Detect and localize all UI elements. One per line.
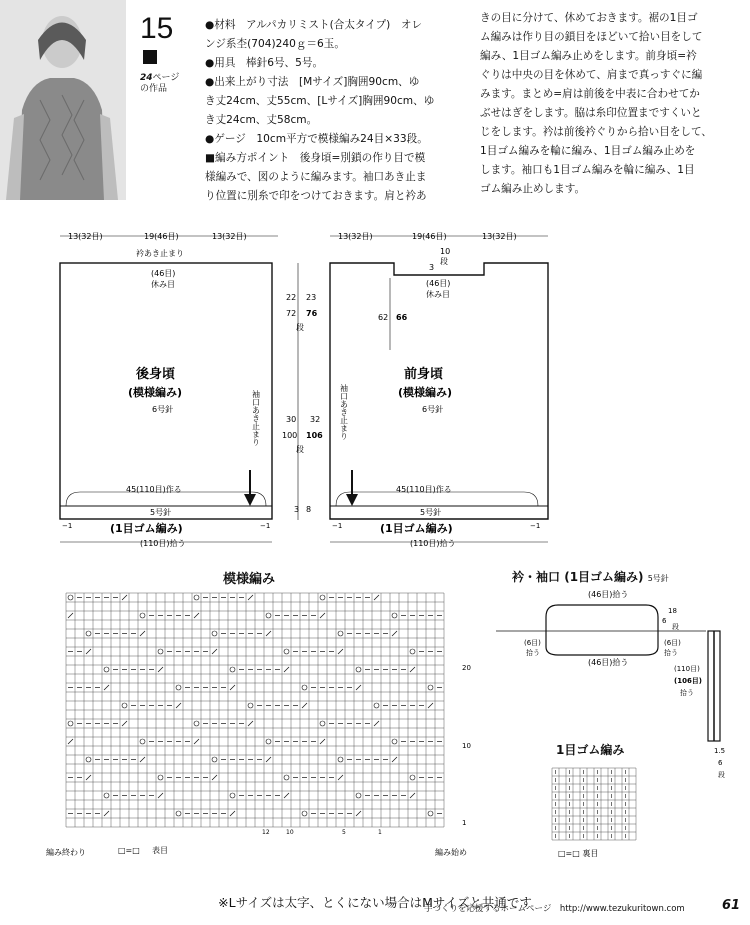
page-ref-number: 24 [140, 73, 153, 83]
collar-right2-label: 拾う [664, 649, 678, 657]
back-top-mid-label: 19(46目) [144, 232, 179, 241]
text-line: ●用具 棒針6号、5号。 [205, 57, 324, 69]
back-rib-label: (1目ゴム編み) [110, 522, 183, 535]
chart-col-12: 12 [262, 829, 270, 836]
front-neck-3: 3 [429, 263, 435, 272]
page-ref-sub: の作品 [140, 84, 168, 94]
text-line: します。袖口も1目ゴム編みを輪に編み、1目 [480, 164, 695, 176]
rib-chart [548, 766, 648, 866]
armband-6: 6 [718, 759, 723, 767]
text-line: ぶせはぎをします。脇は糸印位置まですくいと [480, 107, 702, 119]
back-h5: 段 [296, 323, 304, 332]
rib-legend: □=□ 裏目 [558, 849, 599, 858]
back-h7: 32 [310, 415, 321, 424]
armband-l2: (106目) [674, 677, 703, 685]
armband-dan: 段 [718, 771, 725, 779]
collar-r6: 6 [662, 617, 667, 625]
back-r1: 3 [294, 505, 300, 514]
text-line: ●材料 アルパカリミスト(合太タイプ) オレ [205, 19, 423, 31]
pattern-chart [40, 585, 480, 885]
chart-end-label: 編み終わり [46, 848, 86, 857]
collar-top-label: (46目)拾う [588, 590, 629, 599]
back-subtitle: (模様編み) [128, 386, 183, 399]
schematics [0, 220, 750, 560]
page-ref-text: ページ [152, 73, 180, 83]
back-rest-label: (46目) [151, 269, 176, 278]
text-line: ム編みは作り目の鎖目をほどいて拾い目をして [480, 31, 703, 43]
back-neck-stop-label: 衿あき止まり [136, 249, 184, 258]
chart-row-10: 10 [462, 742, 471, 750]
front-rib-needle: 5号針 [420, 508, 442, 517]
back-minus1-right: −1 [260, 522, 271, 530]
footer-credit: 手づくりを応援するホームページ http://www.tezukuritown.com [424, 904, 685, 914]
text-line: 様編みで、図のように編みます。袖口あき止ま [205, 171, 427, 183]
front-subtitle: (模様編み) [398, 386, 453, 399]
page-reference [140, 73, 179, 95]
back-h8: 100 [282, 431, 298, 440]
collar-title: 衿・袖口 [512, 570, 561, 584]
page-number: 61 [722, 898, 741, 913]
collar-needle: 5号針 [647, 574, 669, 583]
back-h10: 段 [296, 445, 304, 454]
back-rib-needle: 5号針 [150, 508, 172, 517]
front-armhole-label: 袖口あき止まり [339, 384, 349, 440]
armband-15: 1.5 [714, 747, 726, 755]
pattern-number: 15 [140, 12, 174, 45]
back-rest2-label: 休み目 [151, 280, 175, 289]
text-line: 1目ゴム編みを輪に編み、1目ゴム編み止めを [480, 145, 696, 157]
instructions-column-1 [205, 16, 467, 206]
text-line: き丈24cm、丈58cm。 [205, 114, 318, 126]
front-rest-label: (46目) [426, 279, 451, 288]
back-h1: 22 [286, 293, 297, 302]
sweater-photo [0, 0, 126, 200]
text-line: ゴム編み止めします。 [480, 183, 586, 195]
collar-bottom-label: (46目)拾う [588, 658, 629, 667]
rib-grid [552, 768, 636, 840]
front-needle: 6号針 [422, 405, 444, 414]
back-schematic [60, 232, 323, 548]
front-pick-label: (110目)拾う [410, 539, 456, 548]
back-h9: 106 [306, 431, 323, 440]
text-line: り位置に別糸で印をつけておきます。肩と衿あ [205, 190, 427, 202]
front-cast-label: 45(110目)作る [396, 485, 452, 494]
chart-col-5: 5 [342, 829, 346, 836]
back-minus1-left: −1 [62, 522, 73, 530]
text-line: ■編み方ポイント 後身頃=別鎖の作り目で模 [205, 152, 426, 164]
back-title: 後身頃 [136, 367, 176, 382]
chart-start-label: 編み始め [435, 848, 467, 857]
rib-chart-title: 1目ゴム編み [556, 743, 625, 757]
text-line: き丈24cm、丈55cm、[Lサイズ]胸囲90cm、ゆ [205, 95, 435, 107]
front-sd2: 66 [396, 313, 408, 322]
front-top-right-label: 13(32目) [482, 232, 517, 241]
text-line: ●出来上がり寸法 [Mサイズ]胸囲90cm、ゆ [205, 76, 420, 88]
collar-r18: 18 [668, 607, 677, 615]
back-top-left-label: 13(32目) [68, 232, 103, 241]
collar-title-wrap [512, 568, 669, 585]
collar-rib: (1目ゴム編み) [564, 570, 644, 584]
front-minus1-right: −1 [530, 522, 541, 530]
text-line: じをします。衿は前後衿ぐりから拾い目をして、 [480, 126, 713, 138]
front-top-left-label: 13(32目) [338, 232, 373, 241]
front-rib-label: (1目ゴム編み) [380, 522, 453, 535]
text-line: ●ゲージ 10cm平方で模様編み24目×33段。 [205, 133, 428, 145]
back-h2: 23 [306, 293, 317, 302]
collar-left-label: (6目) [524, 639, 541, 647]
text-line: ンジ系杢(704)240ｇ＝6玉。 [205, 38, 345, 50]
chart-legend-symbol: □=□ [118, 846, 140, 855]
front-rest2-label: 休み目 [426, 290, 450, 299]
back-cast-label: 45(110目)作る [126, 485, 182, 494]
text-line: 編み、1目ゴム編み止めをします。前身頃=衿 [480, 50, 697, 62]
back-pick-label: (110目)拾う [140, 539, 186, 548]
armband-l1: (110目) [674, 665, 700, 673]
collar-outline [546, 605, 658, 655]
text-line: みます。まとめ=肩は前後を中表に合わせてか [480, 88, 700, 100]
text-line: ぐりは中央の目を休めて、肩まで真っすぐに編 [480, 69, 703, 81]
collar-right-label: (6目) [664, 639, 681, 647]
text-line: きの目に分けて、休めておきます。裾の1目ゴ [480, 12, 698, 24]
back-h6: 30 [286, 415, 297, 424]
collar-left2-label: 拾う [526, 649, 540, 657]
armband-l3: 拾う [680, 689, 694, 697]
front-sd1: 62 [378, 313, 389, 322]
pattern-square-mark [143, 50, 157, 64]
chart-col-1: 1 [378, 829, 382, 836]
front-neck-r: 10 [440, 247, 451, 256]
back-h3: 72 [286, 309, 297, 318]
size-note: ※Lサイズは太字、とくにない場合はMサイズと共通です [218, 895, 532, 910]
model-photo-illustration [0, 0, 126, 200]
chart-col-10: 10 [286, 829, 294, 836]
instructions-column-2 [480, 9, 742, 199]
chart-legend-text: 表目 [152, 846, 168, 855]
chart-row-20: 20 [462, 664, 471, 672]
collar-rdan: 段 [672, 623, 679, 631]
chart-grid [66, 593, 444, 827]
chart-title: 模様編み [223, 572, 276, 587]
front-title: 前身頃 [404, 367, 444, 382]
front-schematic [330, 232, 548, 548]
back-needle: 6号針 [152, 405, 174, 414]
back-top-right-label: 13(32目) [212, 232, 247, 241]
front-top-mid-label: 19(46目) [412, 232, 447, 241]
chart-row-1: 1 [462, 819, 467, 827]
back-r2: 8 [306, 505, 312, 514]
front-neck-dan: 段 [440, 257, 448, 266]
front-minus1-left: −1 [332, 522, 343, 530]
back-armhole-label: 袖口あき止まり [251, 390, 261, 446]
back-h4: 76 [306, 309, 318, 318]
